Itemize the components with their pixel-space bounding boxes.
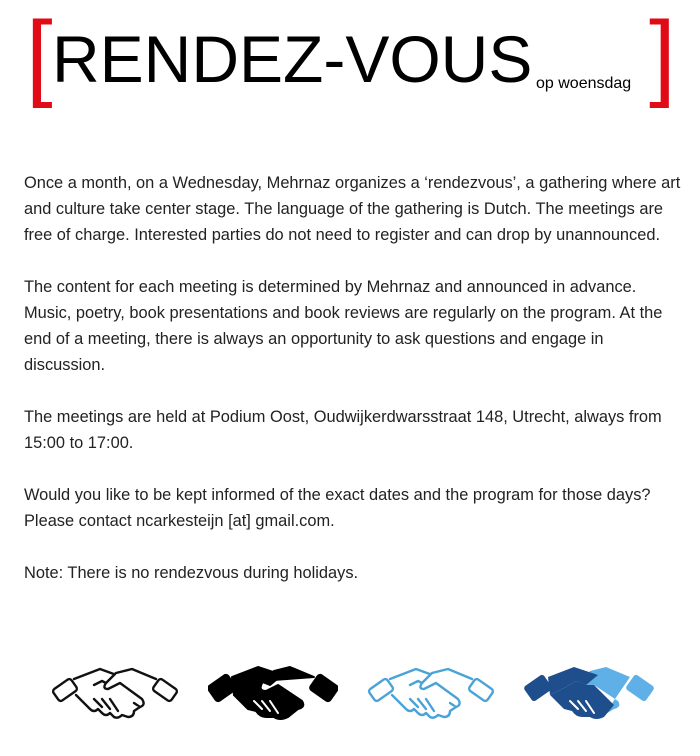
paragraph-content: The content for each meeting is determined by Mehrnaz and announced in advance. Music, poetry, book presentations and book reviews are regularly on the program. At the end of a meeting, there is always an opportunity to ask questions and engage in discussion. bbox=[24, 278, 663, 374]
header bbox=[0, 0, 700, 110]
paragraph-location: The meetings are held at Podium Oost, Oudwijkerdwarsstraat 148, Utrecht, always from 15:00 to 17:00. bbox=[24, 408, 662, 452]
page-title: RENDEZ-VOUS bbox=[52, 22, 533, 96]
paragraph-contact: Would you like to be kept informed of the exact dates and the program for those days? Please contact ncarkesteijn [at] gmail.com. bbox=[24, 486, 651, 530]
handshake-lightblue-icon bbox=[366, 655, 496, 725]
body-text bbox=[24, 170, 684, 612]
page-subtitle: op woensdag bbox=[536, 75, 632, 92]
paragraph-note: Note: There is no rendezvous during holidays. bbox=[24, 564, 359, 582]
handshake-blue-icon bbox=[524, 655, 654, 725]
right-bracket: ] bbox=[649, 2, 676, 109]
paragraph-intro: Once a month, on a Wednesday, Mehrnaz organizes a ‘rendezvous’, a gathering where art and culture take center stage. The language of the gathering is Dutch. The meetings are free of charge. Interested parties do not need to register and can drop by unannounced. bbox=[24, 174, 681, 244]
handshake-solid-icon bbox=[208, 655, 338, 725]
left-bracket: [ bbox=[26, 2, 53, 109]
handshake-outline-icon bbox=[50, 655, 180, 725]
handshake-icons-row bbox=[0, 655, 700, 730]
